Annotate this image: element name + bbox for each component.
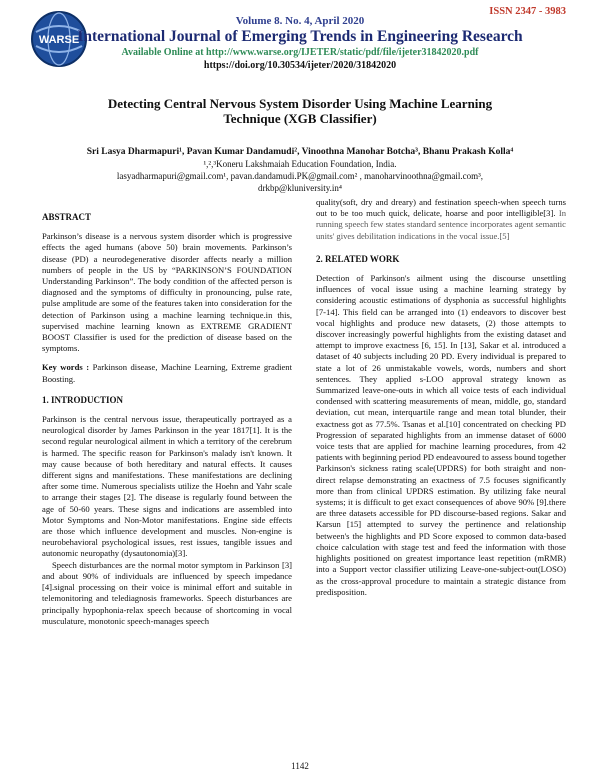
journal-title: International Journal of Emerging Trends in Engineering Research (77, 28, 523, 45)
intro-continuation-text: quality(soft, dry and dreary) and festination speech-when speech turns out to be too much quick, delicate, hoarse and poor intelligible[3]. (316, 197, 566, 219)
author-emails: lasyadharmapuri@gmail.com¹, pavan.dandamudi.PK@gmail.com² , manoharvinoothna@gmail.com³, drkbp@kluniversity.in⁴ (116, 171, 484, 193)
logo-text: WARSE (38, 34, 80, 46)
doi-link[interactable]: https://doi.org/10.30534/ijeter/2020/31842020 (203, 60, 397, 71)
abstract-heading: ABSTRACT (42, 212, 92, 222)
affiliation: ¹,²,³Koneru Lakshmaiah Education Foundation, India. (203, 159, 397, 169)
related-work-text: Detection of Parkinson's ailment using the discourse unsettling influences of vocal issue using a machine learning strategy by considering acoustic estimations of dysphonia as successful highlights [7-14]. This field can be arranged into (1) endeavors to discover best vocal highlights and produce new datasets, (2) those attempts to discover increasingly powerful highlights from the existing dataset and attempt to improve exactness [6, 15]. In [13], Sakar et al. introduced a dataset of 40 subjects including 20 PD. Every individual is prepared to state a lot of 26 unmistakable vowels, words, numbers and short sentences. They applied s-LOO approval strategy known as Summarized leave-one-outs in which all voice tests of each individual condensed with scattering measurements of mean, middle, go, standard deviation, cut mean, interquartile range and mean total blunder, their exactness got as 77.5%. Tsanas et al.[10] concentrated on checking PD Progression of separated highlights from an immense dataset of 6000 voice tests that are applied for machine learning procedures, from 42 patients with beginning period PD endeavoured to assess bound together Parkinson's sickness rating scale(UPDRS) for both straight and non-direct relapse demonstrating an exactness of 7.5 focuses significantly more than from clinical UPDRS estimation. By utilizing fake neural systems; it is difficult to get exact consequences of above 90% [9].there are three datasets accessible for PD discourse-based regions. Sakar and Karsun [15] attempted to survey the pertinence and relationship between's the highlights and PD Score exposed to common data-based choice calculation with stage test and feed the information with those highlights positioned on greatest importance least repetition (mRMR) into a Support vector classifier utilizing Leave-one-subject-out(LOSO) as the cross-approval procedure to maintain a strategic distance from predisposition. (316, 273, 566, 597)
intro-paragraph: Speech disturbances are the normal motor symptom in Parkinson [3] and about 90% of individuals are influenced by speech impedance [4].signal processing on their voice is minimal effort and suitable in telemonitoring and telediagnosis frameworks. Speech disturbances are principally hypophonia-relax speech because of shortcoming in vocal musculature, monotonic speech-manages speech (42, 559, 292, 626)
intro-continuation (316, 197, 566, 242)
related-work-heading: 2. RELATED WORK (316, 253, 400, 264)
online-link[interactable]: Available Online at http://www.warse.org/IJETER/static/pdf/file/ijeter31842020.pdf (121, 47, 479, 58)
intro-continuation-gray: In running speech few states standard sentence incorporates agent semantic units' gives debilitation indications in the vocal issue.[5] (316, 208, 566, 241)
right-column (316, 197, 566, 598)
author-list: Sri Lasya Dharmapuri¹, Pavan Kumar Dandamudi², Vinoothna Manohar Botcha³, Bhanu Prakash Kolla⁴ (86, 147, 514, 157)
keywords-label: Key words : (42, 362, 90, 373)
keywords (42, 362, 292, 384)
paper-title: Detecting Central Nervous System Disorder Using Machine Learning Technique (XGB Classifier) (107, 96, 493, 126)
intro-paragraph: Parkinson is the central nervous issue, therapeutically portrayed as a neurological disorder by James Parkinson in the year 1817[1]. It is the second regular neurological ailment in which a territory of the cerebrum is harmed. The specific reason for Parkinson's malady isn't known. It may cause because of both hereditary and natural effects. It causes different signs and manifestations. These manifestations are declining after some time. Numerous specialists utilize the Hoehn and Yahr scale to arrange their stages [2]. The disease is regularly found between the age of 50-60 years. These signs and indications are assembled into Motor Symptoms and Non-Motor manifestations. Engine side effects are those which influence development and muscles. Non-engine is neurobehavioral psychological issues, rest issues, tangible issues and autonomic neuropathy (dysautonomia)[3]. (42, 414, 292, 559)
intro-heading: 1. INTRODUCTION (42, 394, 124, 405)
left-column (42, 212, 292, 627)
page-number: 1142 (291, 761, 309, 771)
issn-label: ISSN 2347 - 3983 (489, 6, 566, 17)
keywords-text: Parkinson disease, Machine Learning, Extreme gradient Boosting. (42, 362, 292, 384)
volume-issue: Volume 8. No. 4, April 2020 (235, 15, 365, 27)
abstract-text: Parkinson’s disease is a nervous system disorder which is progressive effects the aged humans (above 50) brain movements. Parkinson’s disease (PD) a neurodegenerative disorder affects nearly a million numbers of people in the US by “PARKINSON’S FOUNDATION Understanding Parkinson”. The body condition of the affected person is diagnosed and the symptoms of difficulty in pronouncing, pulse rate, pulse amplitude are some of the features taken into consideration for the detection of Parkinson using a machine learning technique.in this, supervised machine learning known as EXTREME GRADIENT BOOST Classifier is used for the prediction of disease based on the symptoms. (42, 231, 292, 354)
